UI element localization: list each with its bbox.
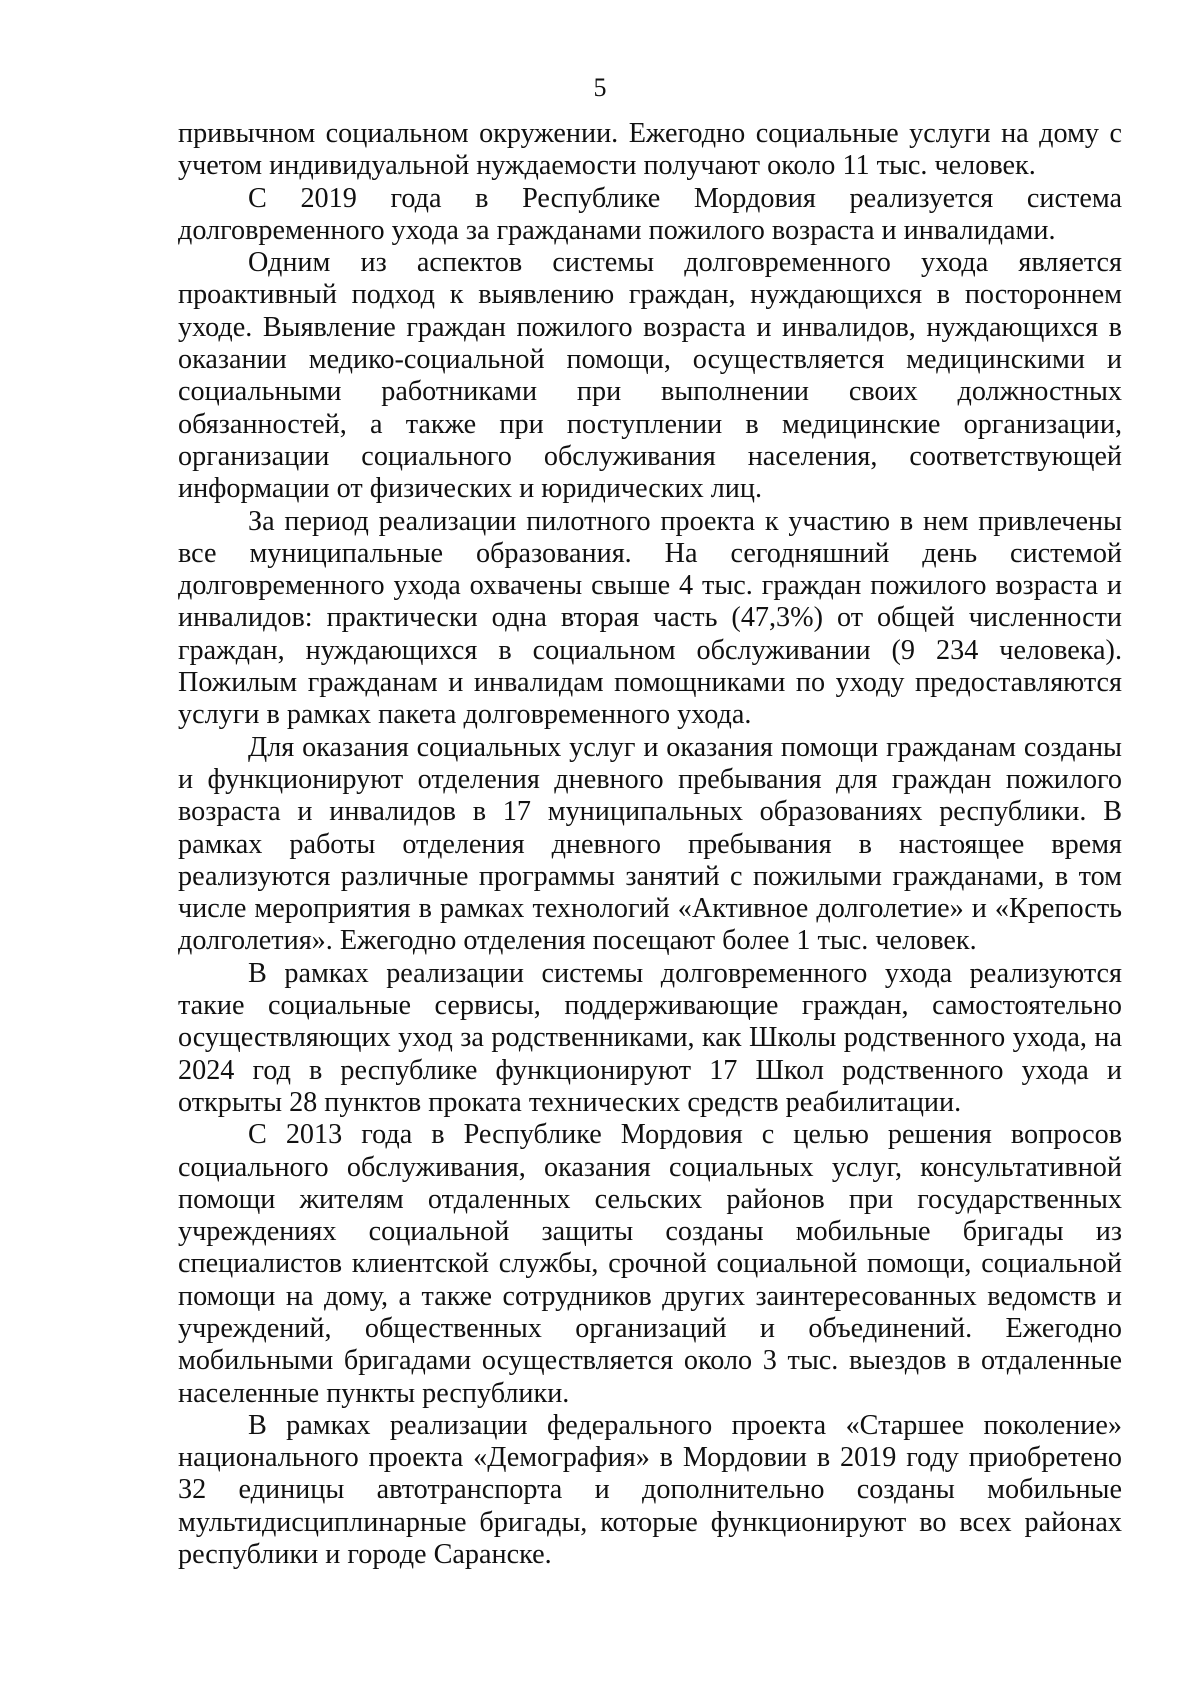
paragraph: С 2019 года в Республике Мордовия реализуется система долговременного ухода за гражданами пожилого возраста и инвалидами. (178, 182, 1122, 246)
paragraph: привычном социальном окружении. Ежегодно социальные услуги на дому с учетом индивидуальной нуждаемости получают около 11 тыс. человек. (178, 118, 1122, 182)
document-body (178, 118, 1122, 1571)
page-number: 5 (593, 73, 607, 102)
paragraph: Одним из аспектов системы долговременного ухода является проактивный подход к выявлению граждан, нуждающихся в постороннем уходе. Выявление граждан пожилого возраста и инвалидов, нуждающихся в оказании медико-социальной помощи, осуществляется медицинскими и социальными работниками при выполнении своих должностных обязанностей, а также при поступлении в медицинские организации, организации социального обслуживания населения, соответствующей информации от физических и юридических лиц. (178, 247, 1122, 505)
paragraph: Для оказания социальных услуг и оказания помощи гражданам созданы и функционируют отделения дневного пребывания для граждан пожилого возраста и инвалидов в 17 муниципальных образованиях республики. В рамках работы отделения дневного пребывания в настоящее время реализуются различные программы занятий с пожилыми гражданами, в том числе мероприятия в рамках технологий «Активное долголетие» и «Крепость долголетия». Ежегодно отделения посещают более 1 тыс. человек. (178, 731, 1122, 957)
paragraph: С 2013 года в Республике Мордовия с целью решения вопросов социального обслуживания, оказания социальных услуг, консультативной помощи жителям отдаленных сельских районов при государственных учреждениях социальной защиты созданы мобильные бригады из специалистов клиентской службы, срочной социальной помощи, социальной помощи на дому, а также сотрудников других заинтересованных ведомств и учреждений, общественных организаций и объединений. Ежегодно мобильными бригадами осуществляется около 3 тыс. выездов в отдаленные населенные пункты республики. (178, 1119, 1122, 1409)
paragraph: За период реализации пилотного проекта к участию в нем привлечены все муниципальные образования. На сегодняшний день системой долговременного ухода охвачены свыше 4 тыс. граждан пожилого возраста и инвалидов: практически одна вторая часть (47,3%) от общей численности граждан, нуждающихся в социальном обслуживании (9 234 человека). Пожилым гражданам и инвалидам помощниками по уходу предоставляются услуги в рамках пакета долговременного ухода. (178, 505, 1122, 731)
paragraph: В рамках реализации федерального проекта «Старшее поколение» национального проекта «Демография» в Мордовии в 2019 году приобретено 32 единицы автотранспорта и дополнительно созданы мобильные мультидисциплинарные бригады, которые функционируют во всех районах республики и городе Саранске. (178, 1409, 1122, 1571)
paragraph: В рамках реализации системы долговременного ухода реализуются такие социальные сервисы, поддерживающие граждан, самостоятельно осуществляющих уход за родственниками, как Школы родственного ухода, на 2024 год в республике функционируют 17 Школ родственного ухода и открыты 28 пунктов проката технических средств реабилитации. (178, 957, 1122, 1118)
